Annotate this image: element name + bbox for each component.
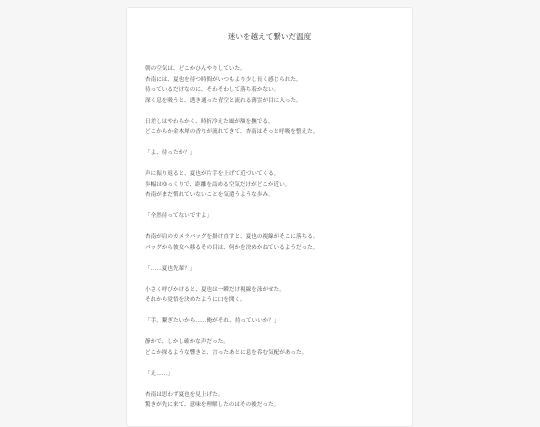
text-line: 静かで、しかし確かな声だった。: [145, 339, 229, 345]
paragraph: [145, 64, 400, 106]
text-line: どこか探るような響きと、言ったあとに息を呑む気配があった。: [145, 349, 308, 356]
dialogue-line: 「……夏也先輩？」: [145, 265, 196, 272]
paragraph: [145, 169, 400, 201]
text-line: どこからか金木犀の香りが流れてきて、杏南はそっと呼吸を整えた。: [145, 129, 319, 135]
text-line: 日差しはやわらかく、時折冷えた風が額を撫でる。: [145, 118, 274, 125]
text-line: 朝の空気は、どこかひんやりしていた。: [145, 66, 246, 72]
dialogue-paragraph: [145, 211, 400, 222]
paragraph: [145, 285, 400, 306]
dialogue-paragraph: [145, 264, 400, 275]
text-line: 小さく呼びかけると、夏也は一瞬だけ視線を泳がせた。: [145, 286, 285, 293]
text-line: 驚きが先に来て、意味を理解したのはその後だった。: [145, 402, 280, 408]
document-body: [145, 64, 400, 421]
paragraph: [145, 390, 400, 411]
dialogue-paragraph: [145, 316, 400, 327]
text-line: 杏南がまだ慣れていないことを気遣うような歩み。: [145, 192, 274, 198]
text-line: 歩幅はゆっくりで、距離を詰める空気だけがどこか近い。: [145, 181, 291, 188]
dialogue-line: 「全然待ってないですよ」: [145, 213, 213, 219]
text-line: 声に振り返ると、夏也が片手を上げて近づいてくる。: [145, 171, 280, 177]
text-line: それから覚悟を決めたように口を開く。: [145, 297, 246, 303]
dialogue-line: 「手、繋ぎたいから……俺がそれ、持っていいか？」: [145, 318, 280, 324]
text-line: 待っているだけなのに、そわそわして落ち着かない。: [145, 87, 280, 93]
dialogue-paragraph: [145, 369, 400, 380]
document-title: 迷いを越えて繋いだ温度: [227, 32, 312, 41]
paragraph: [145, 337, 400, 358]
document-page: [126, 7, 413, 427]
dialogue-line: 「よ、待ったか？」: [145, 150, 196, 156]
paragraph: [145, 117, 400, 138]
dialogue-paragraph: [145, 148, 400, 159]
text-line: 杏南が肩のカメラバッグを掛け直すと、夏也の視線がそこに落ちる。: [145, 234, 319, 240]
paragraph: [145, 232, 400, 253]
text-line: 杏南は思わず夏也を見上げた。: [145, 391, 224, 398]
text-line: 杏南には、夏也を待つ時間がいつもより少し長く感じられた。: [145, 76, 302, 83]
text-line: 深く息を吸うと、透き通った青空と流れる薄雲が目に入った。: [145, 97, 302, 104]
dialogue-line: 「え……」: [145, 370, 173, 377]
text-line: バッグから彼女へ移るその目は、何かを決めかねているようだった。: [145, 244, 319, 251]
